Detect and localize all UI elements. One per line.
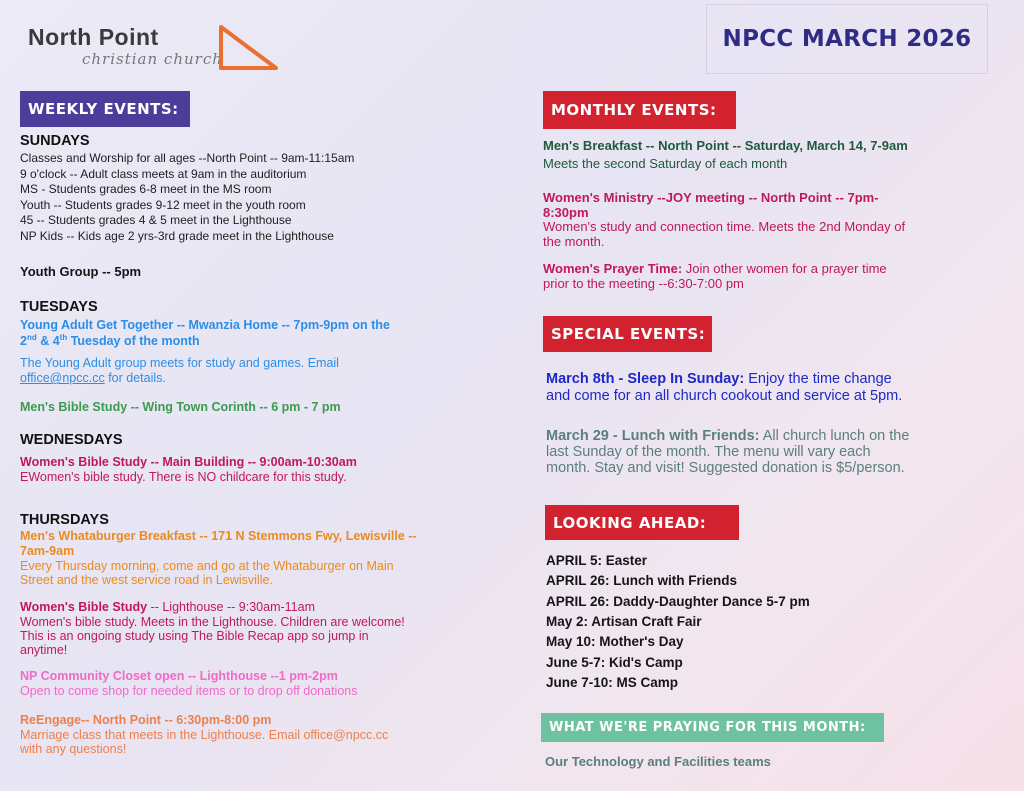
prayer-time-line2: prior to the meeting --6:30-7:00 pm: [543, 276, 744, 291]
young-adult-desc: The Young Adult group meets for study and games. Email: [20, 356, 339, 370]
young-adult-title: Young Adult Get Together -- Mwanzia Home -- 7pm-9pm on the: [20, 318, 390, 332]
whataburger-title: Men's Whataburger Breakfast -- 171 N Stemmons Fwy, Lewisville --: [20, 529, 417, 543]
sunday-line: 45 -- Students grades 4 & 5 meet in the Lighthouse: [20, 213, 292, 227]
thu-womens-study-desc-line3: anytime!: [20, 643, 68, 657]
whataburger-desc-line2: Street and the west service road in Lewisville.: [20, 573, 273, 587]
special-events-banner: SPECIAL EVENTS:: [543, 316, 712, 352]
page-title-box: [706, 4, 988, 74]
logo-sub-text: christian church: [82, 50, 223, 68]
lunch-friends-line2: last Sunday of the month. The menu will vary each: [546, 444, 871, 460]
young-adult-title-line2: 2nd & 4th Tuesday of the month: [20, 332, 200, 348]
sail-triangle-icon: [218, 24, 280, 72]
page-title: NPCC MARCH 2026: [722, 26, 972, 52]
lunch-friends-line: March 29 - Lunch with Friends: All church lunch on the: [546, 428, 910, 444]
sleep-in-sunday-line2: and come for an all church cookout and service at 5pm.: [546, 388, 903, 404]
upcoming-event: May 2: Artisan Craft Fair: [546, 614, 702, 629]
sunday-line: 9 o'clock -- Adult class meets at 9am in the auditorium: [20, 167, 307, 181]
youth-group-line: Youth Group -- 5pm: [20, 264, 142, 279]
community-closet-desc: Open to come shop for needed items or to drop off donations: [20, 684, 358, 698]
church-logo: [28, 24, 258, 74]
whataburger-time: 7am-9am: [20, 544, 75, 558]
lunch-friends-line3: month. Stay and visit! Suggested donation is $5/person.: [546, 460, 905, 476]
sunday-line: Youth -- Students grades 9-12 meet in the youth room: [20, 198, 306, 212]
reengage-desc: Marriage class that meets in the Lighthouse. Email office@npcc.cc: [20, 728, 389, 742]
praying-text: Our Technology and Facilities teams: [545, 754, 771, 769]
sundays-heading: SUNDAYS: [20, 133, 90, 149]
logo-main-text: North Point: [28, 24, 159, 50]
joy-meeting-time: 8:30pm: [543, 205, 589, 220]
upcoming-event: APRIL 26: Daddy-Daughter Dance 5-7 pm: [546, 594, 810, 609]
joy-meeting-desc-line2: the month.: [543, 234, 605, 249]
tuesdays-heading: TUESDAYS: [20, 299, 98, 315]
thu-womens-study-title: Women's Bible Study -- Lighthouse -- 9:30am-11am: [20, 600, 315, 614]
weekly-events-banner: WEEKLY EVENTS:: [20, 91, 190, 127]
joy-meeting-title: Women's Ministry --JOY meeting -- North Point -- 7pm-: [543, 190, 879, 205]
sleep-in-sunday-line: March 8th - Sleep In Sunday: Enjoy the time change: [546, 371, 892, 387]
reengage-desc-line2: with any questions!: [20, 742, 127, 756]
sunday-line: Classes and Worship for all ages --North Point -- 9am-11:15am: [20, 151, 355, 165]
young-adult-desc-line2: office@npcc.cc for details.: [20, 371, 166, 385]
sunday-line: NP Kids -- Kids age 2 yrs-3rd grade meet in the Lighthouse: [20, 229, 334, 243]
whataburger-desc: Every Thursday morning, come and go at the Whataburger on Main: [20, 559, 394, 573]
reengage-title: ReEngage-- North Point -- 6:30pm-8:00 pm: [20, 713, 272, 727]
upcoming-event: APRIL 26: Lunch with Friends: [546, 573, 738, 588]
wednesdays-heading: WEDNESDAYS: [20, 432, 123, 448]
joy-meeting-desc: Women's study and connection time. Meets the 2nd Monday of: [543, 219, 906, 234]
prayer-time-line: Women's Prayer Time: Join other women for a prayer time: [543, 261, 887, 276]
wed-womens-study-desc: EWomen's bible study. There is NO childcare for this study.: [20, 470, 347, 484]
mens-bible-study-title: Men's Bible Study -- Wing Town Corinth -- 6 pm - 7 pm: [20, 400, 341, 414]
mens-breakfast-desc: Meets the second Saturday of each month: [543, 156, 788, 171]
upcoming-event: May 10: Mother's Day: [546, 634, 684, 649]
sunday-line: MS - Students grades 6-8 meet in the MS room: [20, 182, 272, 196]
thursdays-heading: THURSDAYS: [20, 512, 109, 528]
thu-womens-study-desc: Women's bible study. Meets in the Lighthouse. Children are welcome!: [20, 615, 405, 629]
thu-womens-study-desc-line2: This is an ongoing study using The Bible Recap app so jump in: [20, 629, 369, 643]
community-closet-title: NP Community Closet open -- Lighthouse --1 pm-2pm: [20, 669, 338, 683]
monthly-events-banner: MONTHLY EVENTS:: [543, 91, 736, 129]
looking-ahead-banner: LOOKING AHEAD:: [545, 505, 739, 540]
email-link[interactable]: office@npcc.cc: [20, 371, 105, 385]
praying-banner: WHAT WE'RE PRAYING FOR THIS MONTH:: [541, 713, 884, 742]
mens-breakfast-title: Men's Breakfast -- North Point -- Saturday, March 14, 7-9am: [543, 138, 908, 153]
upcoming-event: APRIL 5: Easter: [546, 553, 648, 568]
upcoming-event: June 7-10: MS Camp: [546, 675, 679, 690]
upcoming-event: June 5-7: Kid's Camp: [546, 655, 683, 670]
wed-womens-study-title: Women's Bible Study -- Main Building -- 9:00am-10:30am: [20, 455, 357, 469]
